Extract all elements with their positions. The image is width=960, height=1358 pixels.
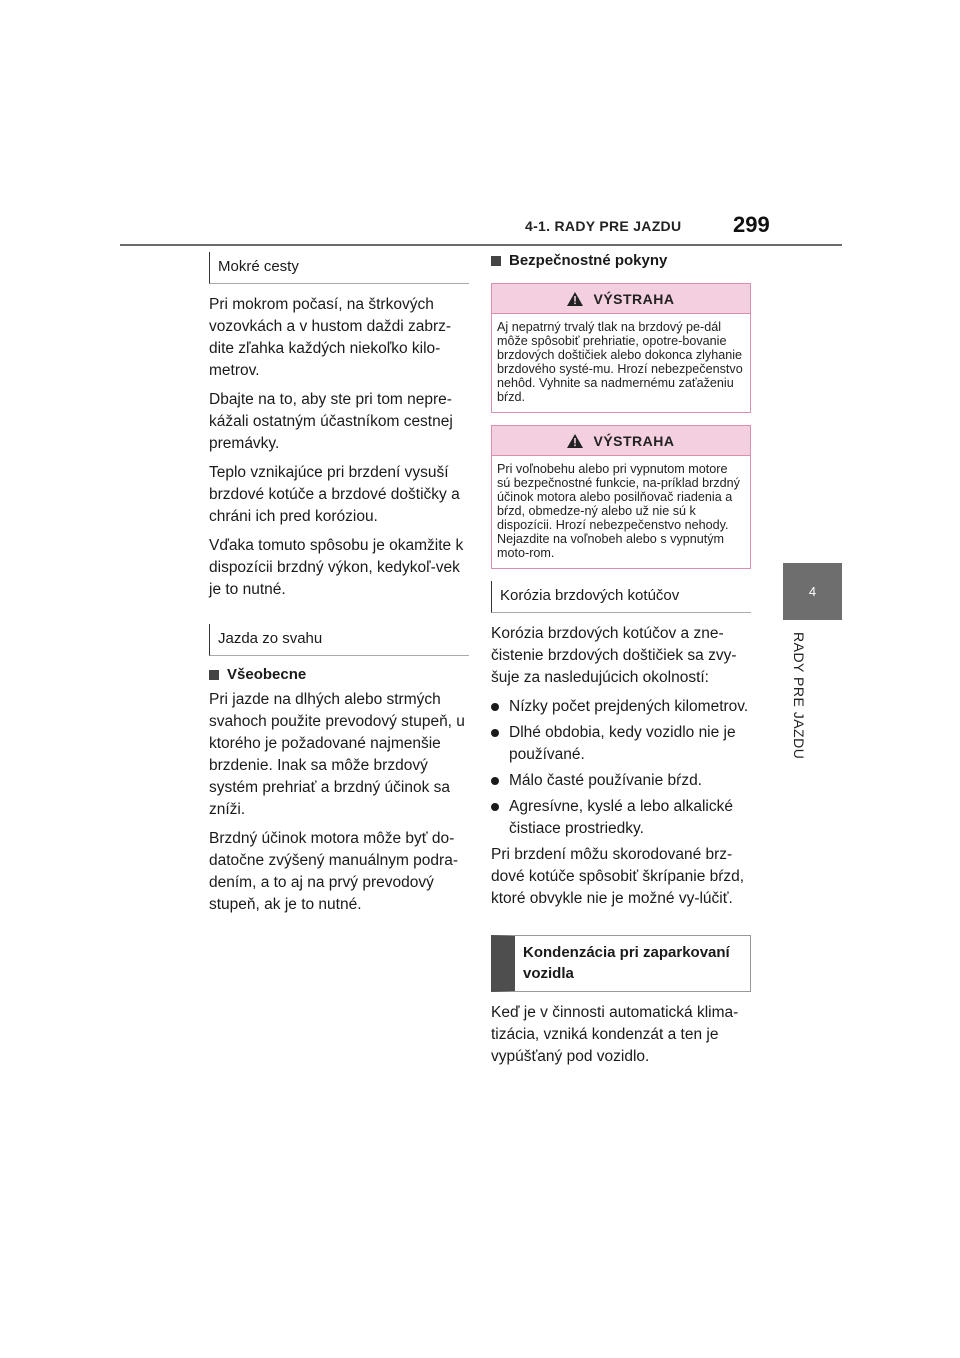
warning-header (492, 426, 750, 455)
square-bullet-icon (209, 670, 219, 680)
paragraph: Pri brzdení môžu skorodované brz-dové kotúče spôsobiť škrípanie bŕzd, ktoré obvykle nie je možné vy-lúčiť. (491, 846, 745, 907)
chapter-header: 4-1. RADY PRE JAZDU (525, 218, 682, 234)
square-bullet-icon (491, 256, 501, 266)
bullet-list (491, 696, 751, 840)
list-item: Málo časté používanie bŕzd. (491, 770, 751, 792)
section-heading-condensation: Kondenzácia pri zaparkovaní vozidla (491, 935, 751, 992)
warning-box (491, 425, 751, 569)
bullet-dot-icon (491, 803, 499, 811)
chapter-tab: 4 (783, 563, 842, 620)
list-item: Dlhé obdobia, kedy vozidlo nie je používané. (491, 722, 751, 766)
list-item: Nízky počet prejdených kilometrov. (491, 696, 751, 718)
bullet-dot-icon (491, 777, 499, 785)
subheading-label: Bezpečnostné pokyny (509, 252, 668, 269)
bullet-dot-icon (491, 703, 499, 711)
paragraph: Brzdný účinok motora môže byť do-datočne zvýšený manuálnym podra-dením, a to aj na prvý prevodový stupeň, ak je to nutné. (209, 830, 458, 913)
paragraph: Pri jazde na dlhých alebo strmých svahoch použite prevodový stupeň, u ktorého je požadované najmenšie brzdenie. Inak sa môže brzdový systém prehriať a brzdný účinok sa zníži. (209, 691, 465, 818)
bullet-dot-icon (491, 729, 499, 737)
paragraph: Pri mokrom počasí, na štrkových vozovkách a v hustom daždi zabrz-dite zľahka každých niekoľko kilo-metrov. (209, 296, 452, 379)
paragraph: Teplo vznikajúce pri brzdení vysuší brzdové kotúče a brzdové doštičky a chráni ich pred koróziou. (209, 464, 460, 525)
left-column (209, 252, 469, 923)
warning-triangle-icon (567, 434, 583, 448)
paragraph: Korózia brzdových kotúčov a zne-čistenie brzdových doštičiek sa zvy-šuje za nasledujúcich okolností: (491, 625, 737, 686)
header-rule (120, 244, 842, 246)
paragraph: Dbajte na to, aby ste pri tom nepre-kážali ostatným účastníkom cestnej premávky. (209, 391, 453, 452)
section-heading-downhill: Jazda zo svahu (209, 624, 469, 656)
warning-text: Aj nepatrný trvalý tlak na brzdový pe-dál môže spôsobiť prehriatie, opotre-bovanie brzdových doštičiek alebo dokonca zlyhanie brzdového systé-mu. Hrozí nebezpečenstvo nehôd. Vyhnite sa nadmernému zaťaženiu bŕzd. (492, 313, 750, 412)
warning-title: VÝSTRAHA (593, 432, 675, 449)
warning-text: Pri voľnobehu alebo pri vypnutom motore sú bezpečnostné funkcie, na-príklad brzdný účinok motora alebo posilňovač riadenia a bŕzd, obmedze-ný alebo už nie sú k dispozícii. Hrozí nebezpečenstvo nehody. Nejazdite na voľnobeh alebo s vypnutým moto-rom. (492, 455, 750, 568)
paragraph: Vďaka tomuto spôsobu je okamžite k dispozícii brzdný výkon, kedykoľ-vek je to nutné. (209, 537, 464, 598)
list-item: Agresívne, kyslé a lebo alkalické čistiace prostriedky. (491, 796, 751, 840)
page-number: 299 (733, 212, 770, 237)
section-heading-wet-roads: Mokré cesty (209, 252, 469, 284)
paragraph: Keď je v činnosti automatická klima-tizácia, vzniká kondenzát a ten je vypúšťaný pod vozidlo. (491, 1004, 739, 1065)
warning-box (491, 283, 751, 413)
right-column (491, 252, 751, 1075)
subheading-general (209, 666, 469, 683)
subheading-safety (491, 252, 751, 269)
section-heading-disc-corrosion: Korózia brzdových kotúčov (491, 581, 751, 613)
subheading-label: Všeobecne (227, 666, 307, 683)
warning-triangle-icon (567, 292, 583, 306)
warning-header (492, 284, 750, 313)
chapter-side-label: RADY PRE JAZDU (791, 632, 807, 760)
warning-title: VÝSTRAHA (593, 290, 675, 307)
